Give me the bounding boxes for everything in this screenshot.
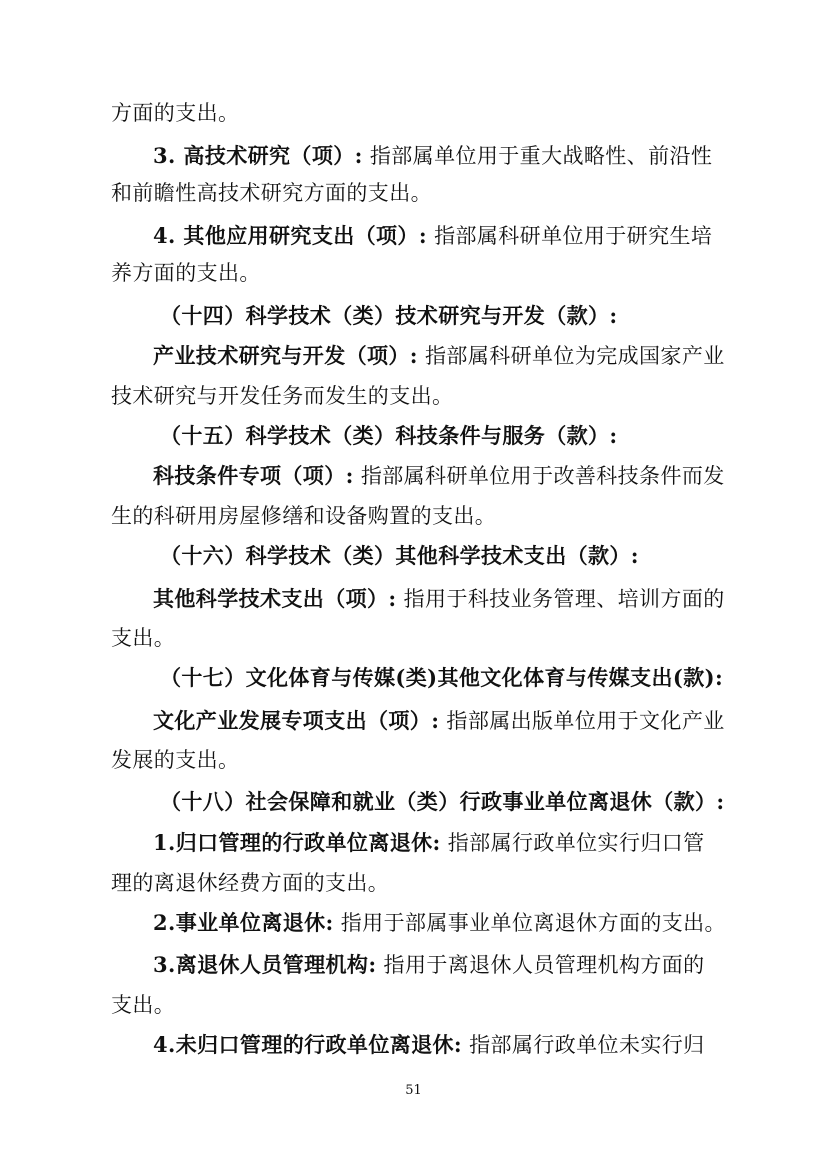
item-label: 3.离退休人员管理机构: bbox=[153, 952, 377, 977]
text-line bbox=[153, 584, 725, 614]
line-text: 指部属科研单位用于改善科技条件而发 bbox=[353, 464, 725, 488]
text-line bbox=[153, 828, 705, 858]
line-text: 指用于部属事业单位离退休方面的支出。 bbox=[333, 911, 726, 935]
item-label: 1.归口管理的行政单位离退休: bbox=[153, 830, 441, 855]
text-line bbox=[111, 381, 701, 411]
item-label: 4.未归口管理的行政单位离退休: bbox=[153, 1032, 463, 1057]
text-line bbox=[111, 501, 701, 531]
text-line bbox=[111, 258, 701, 288]
item-label: 文化产业发展专项支出（项）: bbox=[153, 708, 440, 733]
text-line bbox=[153, 1030, 705, 1060]
line-text: 指部属行政单位未实行归 bbox=[462, 1033, 705, 1057]
text-line bbox=[111, 623, 701, 653]
line-text: 生的科研用房屋修缮和设备购置的支出。 bbox=[111, 504, 497, 528]
text-line bbox=[153, 461, 725, 491]
section-heading: （十七）文化体育与传媒(类)其他文化体育与传媒支出(款): bbox=[160, 665, 724, 690]
text-line bbox=[153, 341, 725, 371]
text-line bbox=[111, 868, 701, 898]
line-text: 发展的支出。 bbox=[111, 748, 240, 772]
line-text: 指部属行政单位实行归口管 bbox=[440, 831, 705, 855]
line-text: 和前瞻性高技术研究方面的支出。 bbox=[111, 181, 432, 205]
line-text: 指用于科技业务管理、培训方面的 bbox=[396, 587, 725, 611]
text-line bbox=[153, 221, 713, 251]
line-text: 支出。 bbox=[111, 626, 176, 650]
text-line bbox=[153, 706, 725, 736]
item-label: 其他科学技术支出（项）: bbox=[153, 586, 397, 611]
item-label: 产业技术研究与开发（项）: bbox=[153, 343, 418, 368]
line-text: 技术研究与开发任务而发生的支出。 bbox=[111, 384, 454, 408]
line-text: 指部属科研单位用于研究生培 bbox=[427, 224, 713, 248]
section-heading: （十六）科学技术（类）其他科学技术支出（款）: bbox=[160, 543, 639, 568]
item-label: 4. 其他应用研究支出（项）: bbox=[153, 223, 427, 248]
item-label: 2.事业单位离退休: bbox=[153, 910, 334, 935]
text-line bbox=[153, 141, 713, 171]
line-text: 理的离退休经费方面的支出。 bbox=[111, 871, 390, 895]
text-line bbox=[111, 178, 701, 208]
text-line bbox=[111, 98, 701, 128]
line-text: 指部属单位用于重大战略性、前沿性 bbox=[362, 144, 713, 168]
item-label: 科技条件专项（项）: bbox=[153, 463, 354, 488]
section-heading: （十四）科学技术（类）技术研究与开发（款）: bbox=[160, 303, 618, 328]
page-number: 51 bbox=[405, 1083, 422, 1098]
line-text: 支出。 bbox=[111, 993, 176, 1017]
line-text: 指用于离退休人员管理机构方面的 bbox=[376, 953, 705, 977]
line-text: 指部属出版单位用于文化产业 bbox=[439, 709, 725, 733]
line-text: 指部属科研单位为完成国家产业 bbox=[417, 344, 725, 368]
text-line bbox=[111, 990, 701, 1020]
line-text: 养方面的支出。 bbox=[111, 261, 261, 285]
line-text: 方面的支出。 bbox=[111, 101, 240, 125]
section-heading: （十五）科学技术（类）科技条件与服务（款）: bbox=[160, 423, 618, 448]
text-line bbox=[153, 908, 726, 938]
text-line bbox=[111, 745, 701, 775]
section-heading: （十八）社会保障和就业（类）行政事业单位离退休（款）: bbox=[160, 789, 725, 814]
item-label: 3. 高技术研究（项）: bbox=[153, 143, 363, 168]
text-line bbox=[153, 950, 705, 980]
